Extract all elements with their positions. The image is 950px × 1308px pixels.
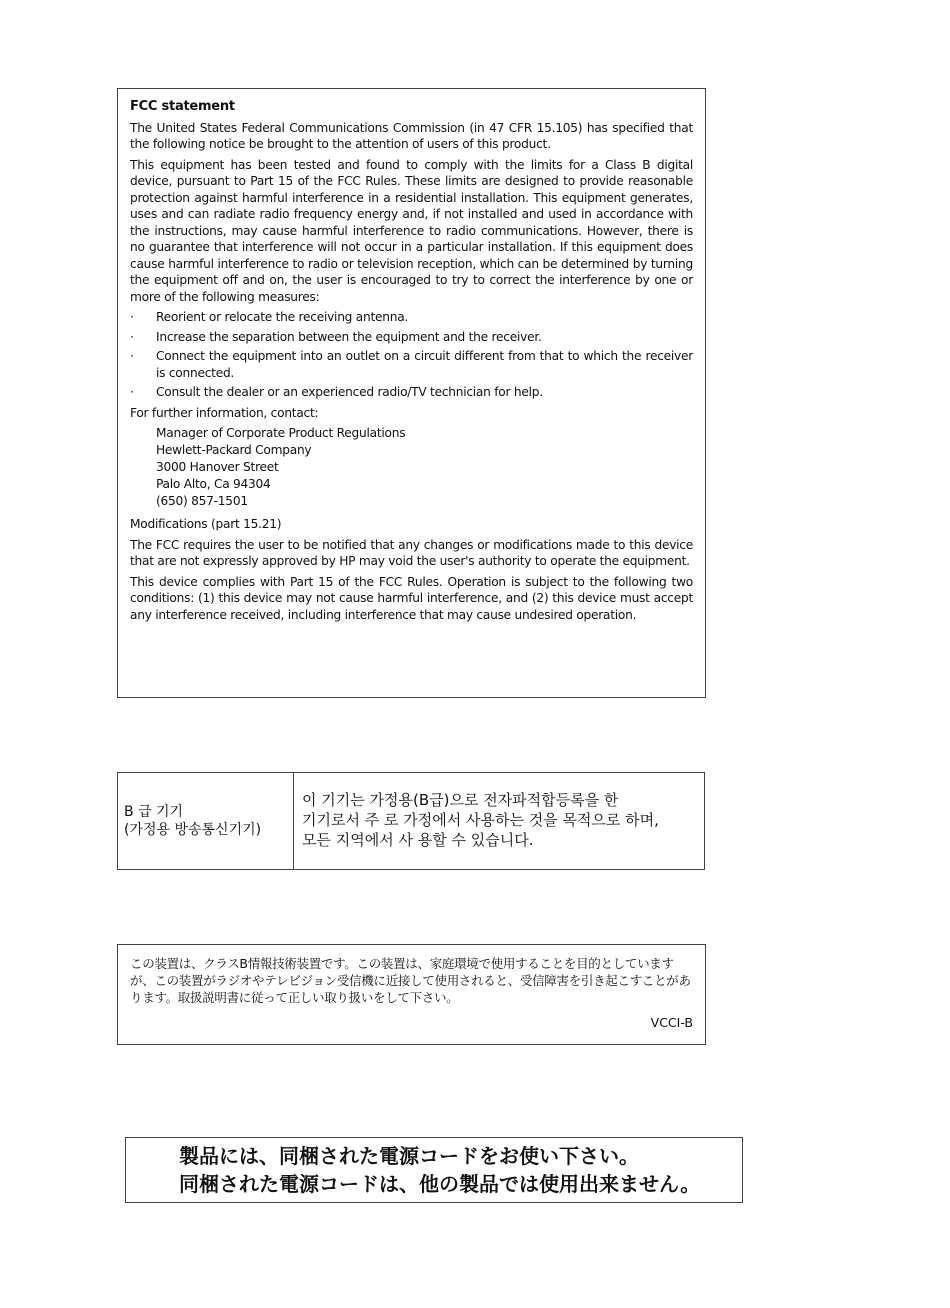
vcci-notice-box [117,944,706,1045]
power-cord-notice-box [125,1137,743,1203]
fcc-contact-intro: For further information, contact: [130,405,319,420]
vcci-notice-text: この装置は、クラスB情報技術装置です。この装置は、家庭環境で使用することを目的としていますが、この装置がラジオやテレビジョン受信機に近接して使用されると、受信障害を引き起こすことがあります。取扱説明書に従って正しい取り扱いをして下さい。 [130,956,691,1005]
fcc-contact-address [130,425,693,510]
address-line: (650) 857-1501 [156,494,248,508]
fcc-statement-box [117,88,706,698]
address-line: Manager of Corporate Product Regulations [156,426,406,440]
address-line: Hewlett-Packard Company [156,443,312,457]
power-notice-line-1: 製品には、同梱された電源コードをお使い下さい。 [179,1144,639,1168]
fcc-modifications-heading: Modifications (part 15.21) [130,517,282,531]
fcc-paragraph-2: This equipment has been tested and found to comply with the limits for a Class B digital device, pursuant to Part 15 of the FCC Rules. These limits are designed to provide reasonable protection against harmful interference in a residential installation. This equipment generates, uses and can radiate radio frequency energy and, if not installed and used in accordance with the instructions, may cause harmful interference to radio communications. However, there is no guarantee that interference will not occur in a particular installation. If this equipment does cause harmful interference to radio or television reception, which can be determined by turning the equipment off and on, the user is encouraged to try to correct the interference by one or more of the following measures: [130,157,693,304]
korean-notice-text: 이 기기는 가정용(B급)으로 전자파적합등록을 한 기기로서 주 로 가정에서 사용하는 것을 목적으로 하며, 모든 지역에서 사 용할 수 있습니다. [302,791,659,849]
vcci-label: VCCI-B [650,1015,693,1030]
power-notice-line-2: 同梱された電源コードは、他の製品では使用出来ません。 [179,1172,701,1196]
list-item: · Reorient or relocate the receiving antenna. [130,310,409,324]
fcc-measures-list [130,309,693,401]
fcc-paragraph-1: The United States Federal Communications Commission (in 47 CFR 15.105) has specified that the following notice be brought to the attention of users of this product. [130,120,693,151]
korean-class-label: B 급 기기 (가정용 방송통신기기) [118,773,294,869]
korean-class-b-notice [117,772,705,870]
address-line: 3000 Hanover Street [156,460,279,474]
fcc-paragraph-4: This device complies with Part 15 of the FCC Rules. Operation is subject to the following two conditions: (1) this device may not cause harmful interference, and (2) this device must accept any interference received, including interference that may cause undesired operation. [130,574,693,622]
list-item: · Increase the separation between the equipment and the receiver. [130,329,542,344]
fcc-paragraph-3: The FCC requires the user to be notified that any changes or modifications made to this device that are not expressly approved by HP may void the user's authority to operate the equipment. [130,537,693,568]
fcc-title: FCC statement [130,99,235,114]
address-line: Palo Alto, Ca 94304 [156,477,271,491]
list-item: · Consult the dealer or an experienced radio/TV technician for help. [130,385,543,399]
list-item: · Connect the equipment into an outlet on a circuit different from that to which the receiver is connected. [130,349,693,380]
